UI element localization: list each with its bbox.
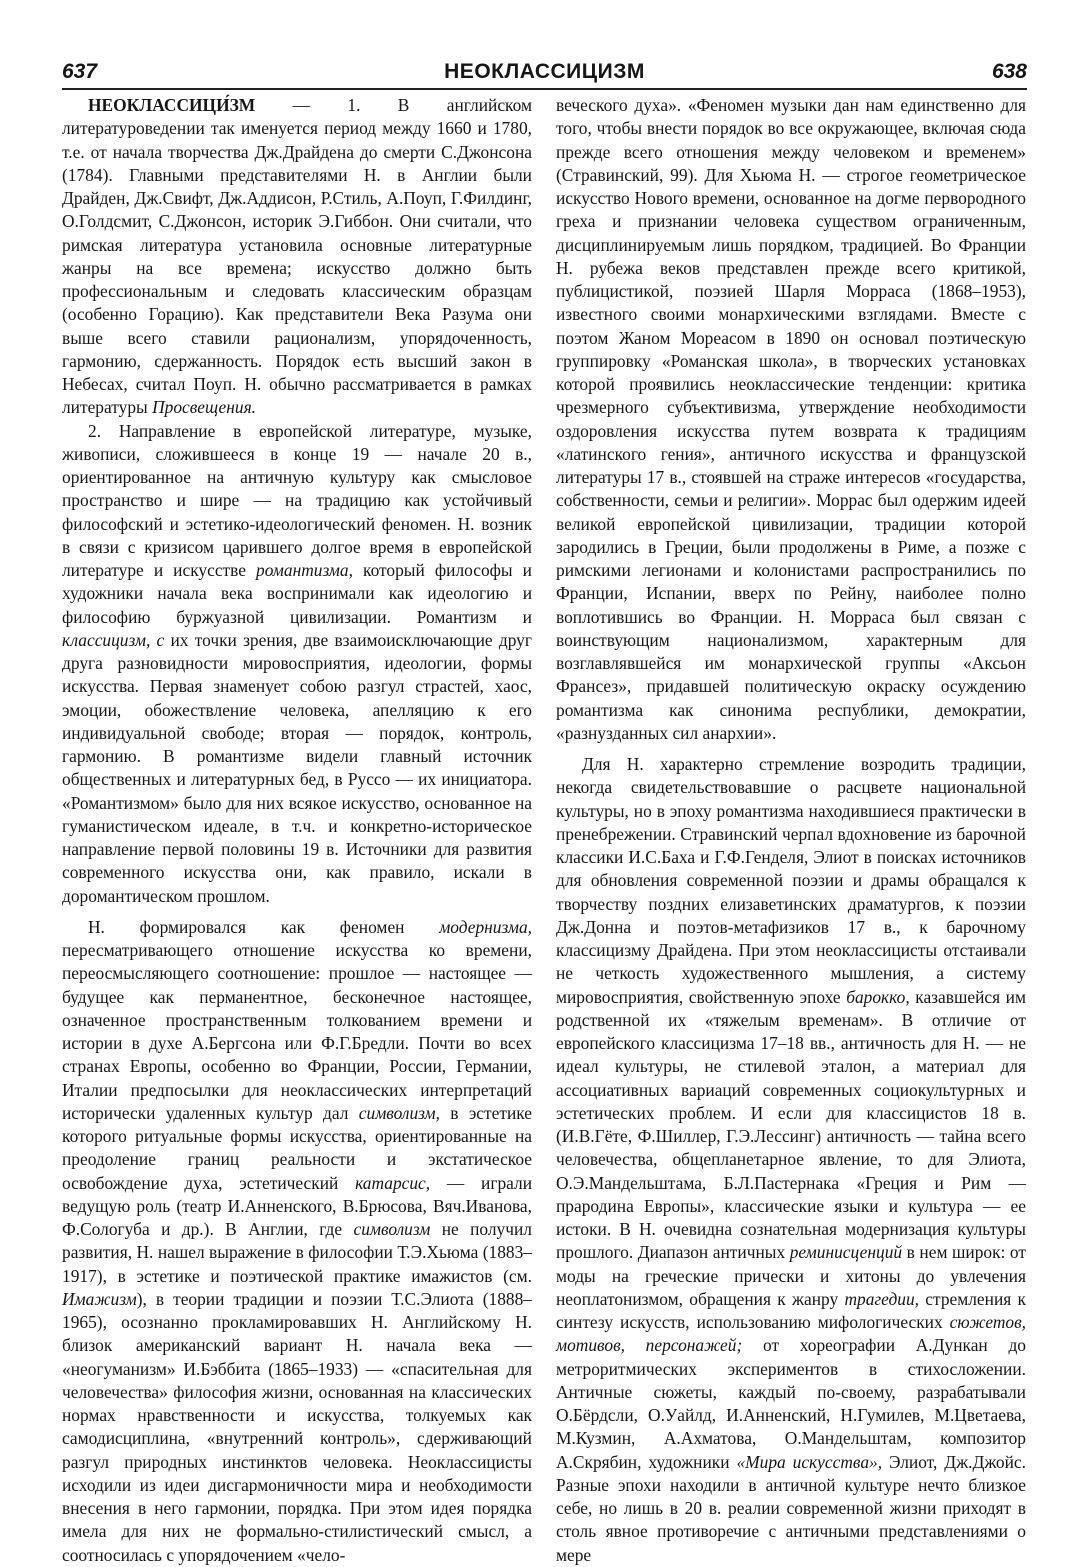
page-number-left: 637 [62, 60, 98, 83]
cross-reference: классицизм, с [62, 629, 165, 650]
right-column [556, 94, 1026, 1567]
paragraph: НЕОКЛАССИЦИ́ЗМ — 1. В английском литературоведении так именуется период между 1660 и 1780, т.е. от начала творчества Дж.Драйдена до смерти С.Джонсона (1784). Главными представителями Н. в Англии были Драйден, Дж.Свифт, Дж.Аддисон, Р.Стиль, А.Поуп, Г.Филдинг, О.Голдсмит, С.Джонсон, историк Э.Гиббон. Они считали, что римская литература установила основные литературные жанры на все времена; искусство должно быть профессиональным и следовать классическим образцам (особенно Горацию). Как представители Века Разума они выше всего ставили рационализм, упорядоченность, гармонию, сдержанность. Порядок есть высший закон в Небесах, считал Поуп. Н. обычно рассматривается в рамках литературы Просвещения. [62, 95, 532, 418]
paragraph: веческого духа». «Феномен музыки дан нам единственно для того, чтобы внести порядок во все окружающее, включая сюда прежде всего отношения между человеком и временем» (Стравинский, 99). Для Хьюма Н. — строгое геометрическое искусство Нового времени, основанное на догме первородного греха и признании человека существом ограниченным, дисциплинируемым лишь порядком, традицией. Во Франции Н. рубежа веков представлен прежде всего критикой, публицистикой, поэзией Шарля Морраса (1868–1953), известного своими монархическими взглядами. Вместе с поэтом Жаном Мореасом в 1890 он основал поэтическую группировку «Романская школа», в творческих установках которой проявились неоклассические тенденции: критика чрезмерного субъективизма, утверждение необходимости оздоровления искусства путем возврата к традициям «латинского гения», античного искусства и французской литературы 17 в., стоявшей на страже интересов «государства, собственности, семьи и религии». Моррас был одержим идеей великой европейской цивилизации, традиции которой зародились в Греции, были продолжены в Риме, а позже с римскими легионами и колонистами распространились по Франции, Испании, вверх по Рейну, наиболее полно воплотившись во Франции. Н. Морраса был связан с воинствующим национализмом, характерным для возглавлявшейся им монархической группы «Аксьон Франсез», придавшей политическую окраску осуждению романтизма как синонима республики, демократии, «разнузданных сил анархии». [556, 95, 1026, 743]
paragraph: 2. Направление в европейской литературе, музыке, живописи, сложившееся в конце 19 — начале 20 в., ориентированное на античную культуру как смысловое пространство и шире — на традицию как устойчивый философский и эстетико-идеологический феномен. Н. возник в связи с кризисом царившего долгое время в европейской литературе и искусстве романтизма, который философы и художники начала века воспринимали как идеологию и философию буржуазной цивилизации. Романтизм и классицизм, с их точки зрения, две взаимоисключающие друг друга разновидности мировосприятия, идеологии, формы искусства. Первая знаменует собою разгул страстей, хаос, эмоции, обожествление человека, апелляцию к его индивидуальной свободе; вторая — порядок, контроль, гармонию. В романтизме видели главный источник общественных и литературных бед, в Руссо — их инициатора. «Романтизмом» было для них всякое искусство, основанное на гуманистическом идеале, в т.ч. и конкретно-историческое направление первой половины 19 в. Источники для развития современного искусства они, как правило, искали в доромантическом прошлом. [62, 420, 532, 906]
cross-reference: трагедии, [844, 1288, 920, 1309]
page-number-right: 638 [991, 60, 1027, 83]
cross-reference: символизм, [358, 1102, 440, 1123]
cross-reference: романтизма, [256, 560, 353, 580]
cross-reference: реминисценций [789, 1242, 903, 1263]
cross-reference: символизм [353, 1219, 431, 1239]
cross-reference: сюжетов, мотивов, персонажей; [556, 1312, 1026, 1356]
headword: НЕОКЛАССИЦИ́ЗМ [88, 95, 256, 115]
cross-reference: «Мира искусства», [736, 1451, 883, 1472]
paragraph: Для Н. характерно стремление возродить традиции, некогда свидетельствовавшие о расцвете национальной культуры, но в эпоху романтизма находившиеся практически в пренебрежении. Стравинский черпал вдохновение из барочной классики И.С.Баха и Г.Ф.Генделя, Элиот в поисках источников для обновления современной поэзии и драмы обращался к творчеству поздних елизаветинских драматургов, к поэзии Дж.Донна и поэтов-метафизиков 17 в., к барочному классицизму Драйдена. При этом неоклассицисты отстаивали не четкость художественного мышления, а систему мировосприятия, свойственную эпохе барокко, казавшейся им родственной их «тяжелым временам». В отличие от европейского классицизма 17–18 вв., античность для Н. — не идеал культуры, не стилевой эталон, а материал для ассоциативных вариаций современных социокультурных и эстетических проблем. И если для классицистов 18 в. (И.В.Гёте, Ф.Шиллер, Г.Э.Лессинг) античность — тайна всего человечества, общепланетарное явление, то для Элиота, О.Э.Мандельштама, Б.Л.Пастернака «Греция и Рим — прародина Европы», классические языки и культура — ее истоки. В Н. очевидна сознательная модернизация культуры прошлого. Диапазон античных реминисценций в нем широк: от моды на греческие прически и хитоны до увлечения неоплатонизмом, обращения к жанру трагедии, стремления к синтезу искусств, использованию мифологических сюжетов, мотивов, персонажей; от хореографии А.Дункан до метроритмических экспериментов в стихосложении. Античные сюжеты, каждый по-своему, разрабатывали О.Бёрдсли, О.Уайлд, И.Анненский, Н.Гумилев, М.Цветаева, М.Кузмин, А.Ахматова, О.Мандельштам, композитор А.Скрябин, художники «Мира искусства», Элиот, Дж.Джойс. Разные эпохи находили в античной культуре нечто близкое себе, но лишь в 20 в. реалии современной жизни приходят в столь явное противоречие с античными представлениями о мере [556, 754, 1026, 1565]
cross-reference: катарсис, [355, 1172, 431, 1193]
running-header [62, 58, 1027, 90]
cross-reference: Имажизм [62, 1288, 137, 1309]
left-column [62, 94, 532, 1567]
cross-reference: Просвещения. [152, 397, 257, 418]
running-title: НЕОКЛАССИЦИЗМ [444, 60, 645, 83]
cross-reference: модернизма, [439, 916, 532, 937]
paragraph: Н. формировался как феномен модернизма, пересматривающего отношение искусства ко времени, переосмысляющего соотношение: прошлое — настоящее — будущее как перманентное, бесконечное настоящее, означенное пространственным толкованием времени и истории в духе А.Бергсона или Ф.Г.Бредли. Почти во всех странах Европы, особенно во Франции, России, Германии, Италии предпосылки для неоклассических интерпретаций исторически удаленных культур дал символизм, в эстетике которого ритуальные формы искусства, ориентированные на преодоление границ реальности и экстатическое освобождение духа, эстетический катарсис, — играли ведущую роль (театр И.Анненского, В.Брюсова, Вяч.Иванова, Ф.Сологуба и др.). В Англии, где символизм не получил развития, Н. нашел выражение в философии Т.Э.Хьюма (1883–1917), в эстетике и поэтической практике имажистов (см. Имажизм), в теории традиции и поэзии Т.С.Элиота (1888–1965), осознанно прокламировавших Н. Английскому Н. близок американский вариант Н. начала века — «неогуманизм» И.Бэббита (1865–1933) — «спасительная для человечества» философия жизни, основанная на классических нормах нравственности и искусства, толкуемых как самодисциплина, «внутренний контроль», сдерживающий разгул природных инстинктов человека. Неоклассицисты исходили из идеи дисгармоничности мира и необходимости внесения в него гармонии, порядка. При этом идея порядка имела для них не формально-стилистический смысл, а соотносилась с упорядочением «чело- [62, 916, 533, 1565]
cross-reference: барокко, [846, 986, 910, 1007]
